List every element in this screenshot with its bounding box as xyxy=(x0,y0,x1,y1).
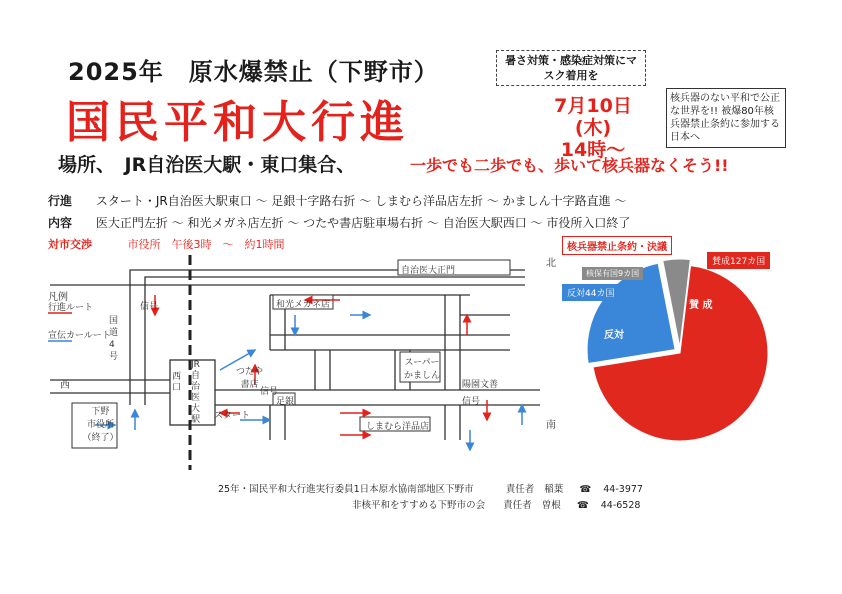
jr-station-label: JR自治医大駅 xyxy=(191,360,201,425)
treaty-side-note: 核兵器のない平和で公正な世界を!! 被爆80年核兵器禁止条約に参加する日本へ xyxy=(666,88,786,148)
super-line2: かましん xyxy=(404,371,441,381)
route-label: 行進 xyxy=(48,194,73,208)
pie-yes-label: 賛 成 xyxy=(689,300,713,311)
date-text: 7月10日(木) xyxy=(554,95,632,139)
footer2-org: 非核平和をすすめる下野市の会 xyxy=(352,500,486,511)
pie-nuclear-callout: 核保有国9カ国 xyxy=(582,267,643,280)
legend-title: 凡例 xyxy=(48,292,68,303)
tsutaya-line1: つたや xyxy=(236,367,264,377)
footer-line1 xyxy=(218,481,643,495)
content-text: 医大正門左折 ～ 和光メガネ店左折 ～ つたや書店駐車場右折 ～ 自治医大駅西口 ～ 市役所入口終了 xyxy=(95,216,631,230)
slogan: 一歩でも二歩でも、歩いて核兵器なくそう!! xyxy=(410,156,729,175)
bank-label: 足銀 xyxy=(276,397,295,407)
pie-yes-callout: 賛成127カ国 xyxy=(707,252,770,269)
bookstore-label: 陽園文善 xyxy=(462,380,499,390)
tsutaya-line2: 書店 xyxy=(240,380,259,390)
negotiation-text: 市役所 午後3時 ～ 約1時間 xyxy=(127,238,285,251)
pie-title: 核兵器禁止条約・決議 xyxy=(562,236,672,255)
city-hall-line2: 市役所 xyxy=(86,420,114,430)
super-label xyxy=(404,355,440,381)
footer1-name: 稲葉 xyxy=(544,484,564,495)
south-label: 南 xyxy=(546,420,556,431)
west-exit-label: 西口 xyxy=(172,372,182,393)
content-row xyxy=(48,214,630,231)
route4-label: 国道4号 xyxy=(109,316,119,362)
super-line1: スーパー xyxy=(404,358,440,368)
univ-gate-label: 自治医大正門 xyxy=(401,266,456,276)
route-row xyxy=(48,192,626,209)
footer2-name: 曽根 xyxy=(541,500,561,511)
signal-label-2: 信号 xyxy=(260,387,279,397)
legend-route-label: 行進ルート xyxy=(48,303,94,313)
phone-icon: ☎ xyxy=(576,500,589,511)
negotiation-row xyxy=(48,236,285,252)
footer2-tel: 44-6528 xyxy=(600,500,641,511)
footer2-role: 責任者 xyxy=(503,500,532,511)
meeting-place: 場所、 JR自治医大駅・東口集合、 xyxy=(58,154,356,176)
footer1-role: 責任者 xyxy=(505,484,535,495)
pie-no-label: 反対 xyxy=(604,330,624,341)
footer1-org: 25年・国民平和大行進実行委員1日本原水協南部地区下野市 xyxy=(218,484,474,495)
year-heading: 2025年 原水爆禁止（下野市） xyxy=(68,58,439,86)
pie-no-callout: 反対44カ国 xyxy=(562,284,619,301)
content-label: 内容 xyxy=(48,216,73,230)
start-label: スタート xyxy=(214,411,251,421)
shimamura-label: しまむら洋品店 xyxy=(366,422,430,432)
city-hall-line3: （終了） xyxy=(82,433,119,443)
tsutaya-label xyxy=(236,364,263,390)
north-label: 北 xyxy=(546,258,556,269)
phone-icon: ☎ xyxy=(579,484,592,495)
mask-notice: 暑さ対策・感染症対策にマスク着用を xyxy=(496,50,646,86)
march-title: 国民平和大行進 xyxy=(66,97,409,148)
west-label: 西 xyxy=(60,380,70,391)
signal-label-1: 信号 xyxy=(140,302,159,312)
footer1-tel: 44-3977 xyxy=(603,484,643,495)
signal-label-3: 信号 xyxy=(462,397,481,407)
legend-car-label: 宣伝カールート xyxy=(48,331,111,341)
city-hall-label xyxy=(78,404,123,443)
route-text: スタート・JR自治医大駅東口 ～ 足銀十字路右折 ～ しまむら洋品店左折 ～ かましん十字路直進 ～ xyxy=(95,194,627,208)
negotiation-label: 対市交渉 xyxy=(48,238,92,251)
city-hall-line1: 下野 xyxy=(91,407,110,417)
wako-label: 和光メガネ店 xyxy=(276,300,331,310)
time-text: 14時～ xyxy=(560,139,626,161)
march-date xyxy=(538,95,648,161)
footer-line2 xyxy=(352,497,640,511)
